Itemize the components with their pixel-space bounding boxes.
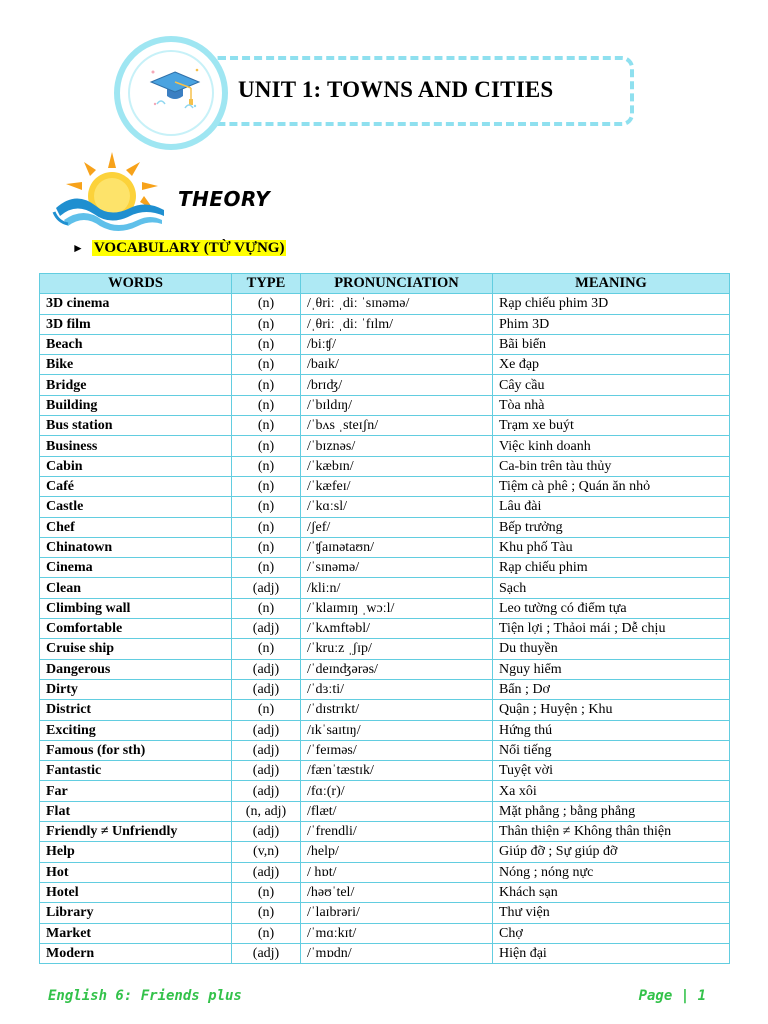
- table-row: [40, 476, 730, 496]
- table-row: [40, 639, 730, 659]
- type-cell: (adj): [232, 720, 301, 740]
- pronunciation-cell: /biːʧ/: [301, 334, 493, 354]
- type-cell: (adj): [232, 943, 301, 963]
- type-cell: (n): [232, 537, 301, 557]
- meaning-cell: Nguy hiểm: [493, 659, 730, 679]
- meaning-cell: Mặt phẳng ; bằng phẳng: [493, 801, 730, 821]
- pronunciation-cell: /help/: [301, 842, 493, 862]
- header-pronunciation: PRONUNCIATION: [301, 274, 493, 294]
- pronunciation-cell: /baɪk/: [301, 355, 493, 375]
- type-cell: (n, adj): [232, 801, 301, 821]
- meaning-cell: Tiệm cà phê ; Quán ăn nhỏ: [493, 476, 730, 496]
- meaning-cell: Lâu đài: [493, 497, 730, 517]
- pronunciation-cell: /ˈmɑːkɪt/: [301, 923, 493, 943]
- type-cell: (adj): [232, 679, 301, 699]
- type-cell: (v,n): [232, 842, 301, 862]
- word-cell: Friendly ≠ Unfriendly: [40, 822, 232, 842]
- table-row: [40, 598, 730, 618]
- pronunciation-cell: /ˌθriː ˌdiː ˈsɪnəmə/: [301, 294, 493, 314]
- word-cell: Cinema: [40, 558, 232, 578]
- table-row: [40, 659, 730, 679]
- word-cell: Library: [40, 903, 232, 923]
- table-row: [40, 334, 730, 354]
- meaning-cell: Du thuyền: [493, 639, 730, 659]
- meaning-cell: Việc kinh doanh: [493, 436, 730, 456]
- section-heading: THEORY: [178, 187, 271, 211]
- type-cell: (n): [232, 456, 301, 476]
- meaning-cell: Rạp chiếu phim 3D: [493, 294, 730, 314]
- type-cell: (n): [232, 700, 301, 720]
- table-row: [40, 578, 730, 598]
- table-row: [40, 740, 730, 760]
- type-cell: (n): [232, 476, 301, 496]
- table-row: [40, 416, 730, 436]
- table-row: [40, 355, 730, 375]
- table-header-row: [40, 274, 730, 294]
- table-row: [40, 456, 730, 476]
- header-type: TYPE: [232, 274, 301, 294]
- pronunciation-cell: /ˈbɪldɪŋ/: [301, 395, 493, 415]
- word-cell: Bridge: [40, 375, 232, 395]
- word-cell: Dangerous: [40, 659, 232, 679]
- pronunciation-cell: /fɑː(r)/: [301, 781, 493, 801]
- word-cell: Flat: [40, 801, 232, 821]
- footer-book-title: English 6: Friends plus: [48, 988, 242, 1004]
- pronunciation-cell: /ˈsɪnəmə/: [301, 558, 493, 578]
- pronunciation-cell: /həʊˈtel/: [301, 882, 493, 902]
- meaning-cell: Tuyệt vời: [493, 761, 730, 781]
- pronunciation-cell: /flæt/: [301, 801, 493, 821]
- pronunciation-cell: /ʃef/: [301, 517, 493, 537]
- pronunciation-cell: /ˈkɑːsl/: [301, 497, 493, 517]
- table-row: [40, 822, 730, 842]
- type-cell: (adj): [232, 578, 301, 598]
- word-cell: Far: [40, 781, 232, 801]
- meaning-cell: Rạp chiếu phim: [493, 558, 730, 578]
- meaning-cell: Xa xôi: [493, 781, 730, 801]
- word-cell: Chinatown: [40, 537, 232, 557]
- header-meaning: MEANING: [493, 274, 730, 294]
- word-cell: Climbing wall: [40, 598, 232, 618]
- table-row: [40, 679, 730, 699]
- type-cell: (adj): [232, 740, 301, 760]
- type-cell: (n): [232, 294, 301, 314]
- type-cell: (n): [232, 923, 301, 943]
- meaning-cell: Nổi tiếng: [493, 740, 730, 760]
- meaning-cell: Tiện lợi ; Thảoi mái ; Dễ chịu: [493, 619, 730, 639]
- table-row: [40, 720, 730, 740]
- meaning-cell: Chợ: [493, 923, 730, 943]
- pronunciation-cell: /ˈkæbɪn/: [301, 456, 493, 476]
- table-row: [40, 761, 730, 781]
- word-cell: Fantastic: [40, 761, 232, 781]
- meaning-cell: Sạch: [493, 578, 730, 598]
- meaning-cell: Phim 3D: [493, 314, 730, 334]
- meaning-cell: Ca-bin trên tàu thủy: [493, 456, 730, 476]
- word-cell: 3D film: [40, 314, 232, 334]
- pronunciation-cell: /ˌθriː ˌdiː ˈfɪlm/: [301, 314, 493, 334]
- table-row: [40, 517, 730, 537]
- meaning-cell: Leo tường có điểm tựa: [493, 598, 730, 618]
- type-cell: (adj): [232, 619, 301, 639]
- pronunciation-cell: /ˈkʌmftəbl/: [301, 619, 493, 639]
- table-row: [40, 882, 730, 902]
- word-cell: Business: [40, 436, 232, 456]
- header-words: WORDS: [40, 274, 232, 294]
- word-cell: Comfortable: [40, 619, 232, 639]
- pronunciation-cell: /kliːn/: [301, 578, 493, 598]
- table-row: [40, 700, 730, 720]
- word-cell: Dirty: [40, 679, 232, 699]
- vocabulary-table: [39, 273, 730, 964]
- pronunciation-cell: /ˈklaɪmɪŋ ˌwɔːl/: [301, 598, 493, 618]
- page-title: UNIT 1: TOWNS AND CITIES: [238, 77, 554, 102]
- pronunciation-cell: /brɪʤ/: [301, 375, 493, 395]
- meaning-cell: Tòa nhà: [493, 395, 730, 415]
- table-row: [40, 395, 730, 415]
- meaning-cell: Xe đạp: [493, 355, 730, 375]
- pronunciation-cell: /fænˈtæstɪk/: [301, 761, 493, 781]
- table-row: [40, 903, 730, 923]
- type-cell: (adj): [232, 659, 301, 679]
- table-row: [40, 558, 730, 578]
- vocabulary-heading: [72, 240, 286, 257]
- word-cell: Clean: [40, 578, 232, 598]
- word-cell: Castle: [40, 497, 232, 517]
- meaning-cell: Hiện đại: [493, 943, 730, 963]
- word-cell: Chef: [40, 517, 232, 537]
- footer-page-number: Page | 1: [638, 988, 706, 1004]
- table-row: [40, 781, 730, 801]
- type-cell: (adj): [232, 862, 301, 882]
- word-cell: Exciting: [40, 720, 232, 740]
- type-cell: (adj): [232, 781, 301, 801]
- type-cell: (n): [232, 355, 301, 375]
- word-cell: Famous (for sth): [40, 740, 232, 760]
- meaning-cell: Cây cầu: [493, 375, 730, 395]
- table-row: [40, 294, 730, 314]
- bullet-marker: ►: [72, 241, 84, 255]
- word-cell: Market: [40, 923, 232, 943]
- meaning-cell: Trạm xe buýt: [493, 416, 730, 436]
- type-cell: (n): [232, 416, 301, 436]
- word-cell: Cruise ship: [40, 639, 232, 659]
- meaning-cell: Nóng ; nóng nực: [493, 862, 730, 882]
- pronunciation-cell: /ˈkruːz ˌʃɪp/: [301, 639, 493, 659]
- table-row: [40, 862, 730, 882]
- type-cell: (n): [232, 334, 301, 354]
- word-cell: Hot: [40, 862, 232, 882]
- meaning-cell: Khách sạn: [493, 882, 730, 902]
- meaning-cell: Thư viện: [493, 903, 730, 923]
- type-cell: (n): [232, 395, 301, 415]
- table-row: [40, 375, 730, 395]
- meaning-cell: Bẩn ; Dơ: [493, 679, 730, 699]
- table-row: [40, 943, 730, 963]
- word-cell: Help: [40, 842, 232, 862]
- type-cell: (adj): [232, 822, 301, 842]
- type-cell: (n): [232, 436, 301, 456]
- type-cell: (n): [232, 558, 301, 578]
- pronunciation-cell: /ˈdeɪnʤərəs/: [301, 659, 493, 679]
- word-cell: 3D cinema: [40, 294, 232, 314]
- pronunciation-cell: /ˈbʌs ˌsteɪʃn/: [301, 416, 493, 436]
- sun-wave-icon: [50, 150, 168, 236]
- pronunciation-cell: /ˈlaɪbrəri/: [301, 903, 493, 923]
- word-cell: Modern: [40, 943, 232, 963]
- pronunciation-cell: /ˈfeɪməs/: [301, 740, 493, 760]
- pronunciation-cell: /ˈdɜːti/: [301, 679, 493, 699]
- table-row: [40, 314, 730, 334]
- meaning-cell: Hứng thú: [493, 720, 730, 740]
- type-cell: (n): [232, 314, 301, 334]
- pronunciation-cell: /ˈʧaɪnətaʊn/: [301, 537, 493, 557]
- type-cell: (n): [232, 639, 301, 659]
- vocabulary-label: VOCABULARY (TỪ VỰNG): [93, 240, 285, 256]
- type-cell: (n): [232, 497, 301, 517]
- type-cell: (n): [232, 375, 301, 395]
- word-cell: Café: [40, 476, 232, 496]
- pronunciation-cell: /ˈmɒdn/: [301, 943, 493, 963]
- table-row: [40, 923, 730, 943]
- meaning-cell: Giúp đỡ ; Sự giúp đỡ: [493, 842, 730, 862]
- type-cell: (n): [232, 598, 301, 618]
- word-cell: Hotel: [40, 882, 232, 902]
- type-cell: (n): [232, 882, 301, 902]
- table-row: [40, 436, 730, 456]
- table-row: [40, 537, 730, 557]
- table-row: [40, 619, 730, 639]
- pronunciation-cell: /ˈfrendli/: [301, 822, 493, 842]
- type-cell: (n): [232, 517, 301, 537]
- table-row: [40, 801, 730, 821]
- graduation-cap-icon: [147, 64, 203, 114]
- meaning-cell: Quận ; Huyện ; Khu: [493, 700, 730, 720]
- meaning-cell: Bãi biển: [493, 334, 730, 354]
- type-cell: (adj): [232, 761, 301, 781]
- table-row: [40, 842, 730, 862]
- pronunciation-cell: /ˈdɪstrɪkt/: [301, 700, 493, 720]
- meaning-cell: Khu phố Tàu: [493, 537, 730, 557]
- pronunciation-cell: /ˈkæfeɪ/: [301, 476, 493, 496]
- word-cell: Cabin: [40, 456, 232, 476]
- word-cell: Beach: [40, 334, 232, 354]
- table-row: [40, 497, 730, 517]
- type-cell: (n): [232, 903, 301, 923]
- word-cell: Building: [40, 395, 232, 415]
- word-cell: Bus station: [40, 416, 232, 436]
- pronunciation-cell: /ɪkˈsaɪtɪŋ/: [301, 720, 493, 740]
- pronunciation-cell: / hɒt/: [301, 862, 493, 882]
- word-cell: District: [40, 700, 232, 720]
- pronunciation-cell: /ˈbɪznəs/: [301, 436, 493, 456]
- meaning-cell: Thân thiện ≠ Không thân thiện: [493, 822, 730, 842]
- meaning-cell: Bếp trưởng: [493, 517, 730, 537]
- word-cell: Bike: [40, 355, 232, 375]
